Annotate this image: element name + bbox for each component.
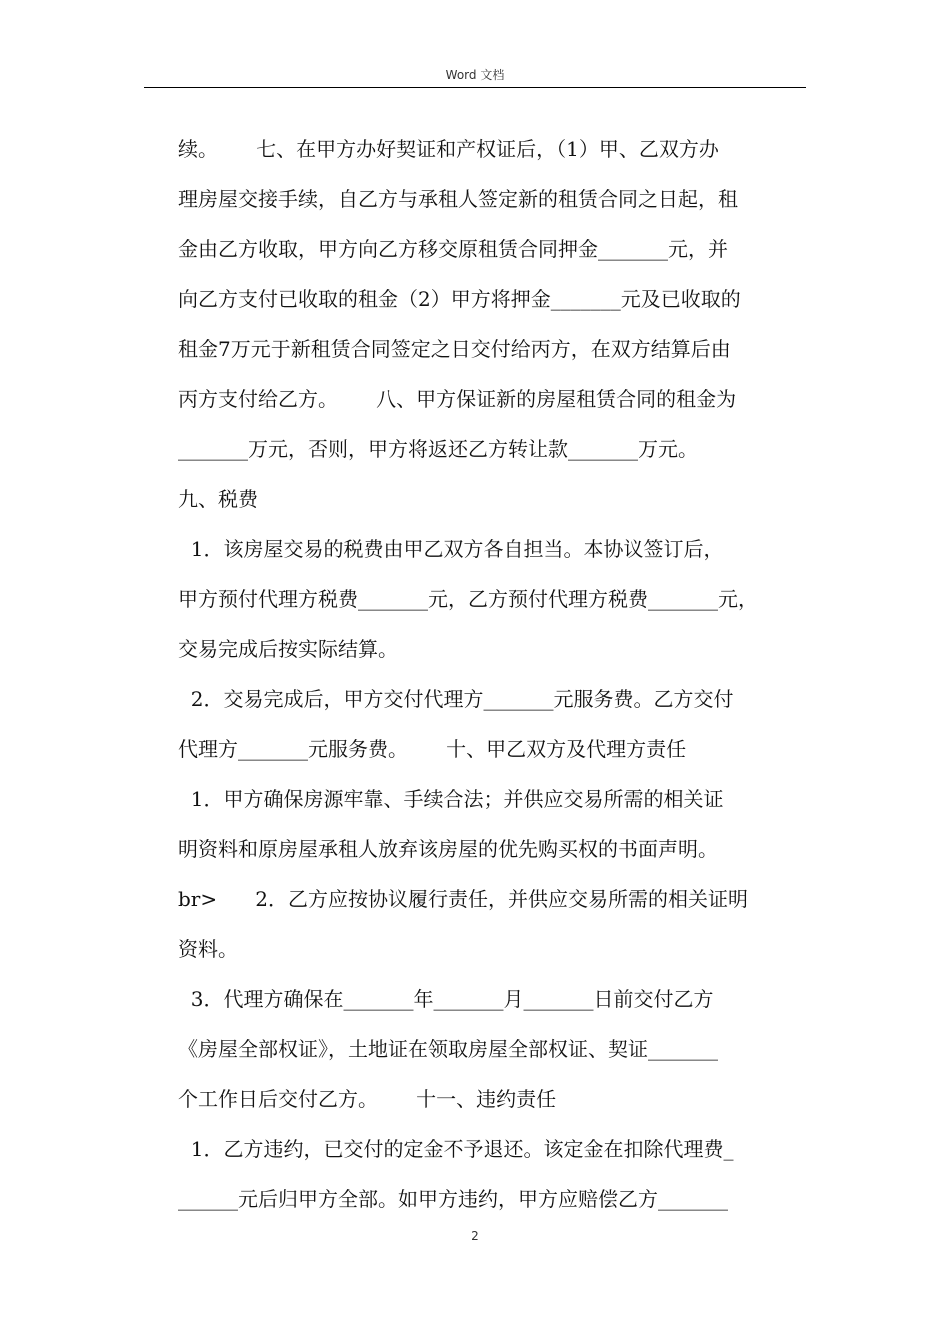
text-line: br> 2．乙方应按协议履行责任，并供应交易所需的相关证明 <box>178 887 748 911</box>
text-line: 明资料和原房屋承租人放弃该房屋的优先购买权的书面声明。 <box>178 837 718 861</box>
text-line: 丙方支付给乙方。 八、甲方保证新的房屋租赁合同的租金为 <box>178 387 737 411</box>
text-line: 1．甲方确保房源牢靠、手续合法；并供应交易所需的相关证 <box>178 787 724 811</box>
text-line: 租金7万元于新租赁合同签定之日交付给丙方，在双方结算后由 <box>178 337 731 361</box>
page-number: 2 <box>471 1229 479 1243</box>
text-line: 资料。 <box>178 937 238 961</box>
page-header: Word 文档 <box>445 68 505 82</box>
text-line: _______万元，否则，甲方将返还乙方转让款_______万元。 <box>178 437 698 461</box>
document-body <box>178 124 808 1224</box>
text-line: 代理方_______元服务费。 十、甲乙双方及代理方责任 <box>178 737 687 761</box>
text-line: 理房屋交接手续，自乙方与承租人签定新的租赁合同之日起，租 <box>178 187 738 211</box>
text-line: ______元后归甲方全部。如甲方违约，甲方应赔偿乙方_______ <box>178 1187 728 1211</box>
header-rule <box>144 87 806 88</box>
text-line: 1．乙方违约，已交付的定金不予退还。该定金在扣除代理费_ <box>178 1137 734 1161</box>
text-line: 交易完成后按实际结算。 <box>178 637 398 661</box>
text-line: 向乙方支付已收取的租金（2）甲方将押金_______元及已收取的 <box>178 287 741 311</box>
text-line: 金由乙方收取，甲方向乙方移交原租赁合同押金_______元，并 <box>178 237 728 261</box>
section-heading: 九、税费 <box>178 487 258 511</box>
text-line: 3．代理方确保在_______年_______月_______日前交付乙方 <box>178 987 714 1011</box>
text-line: 甲方预付代理方税费_______元，乙方预付代理方税费_______元， <box>178 587 758 611</box>
text-line: 续。 七、在甲方办好契证和产权证后，（1）甲、乙双方办 <box>178 137 719 161</box>
text-line: 个工作日后交付乙方。 十一、违约责任 <box>178 1087 557 1111</box>
text-line: 1．该房屋交易的税费由甲乙双方各自担当。本协议签订后， <box>178 537 724 561</box>
text-line: 《房屋全部权证》，土地证在领取房屋全部权证、契证_______ <box>178 1037 718 1061</box>
text-line: 2．交易完成后，甲方交付代理方_______元服务费。乙方交付 <box>178 687 734 711</box>
